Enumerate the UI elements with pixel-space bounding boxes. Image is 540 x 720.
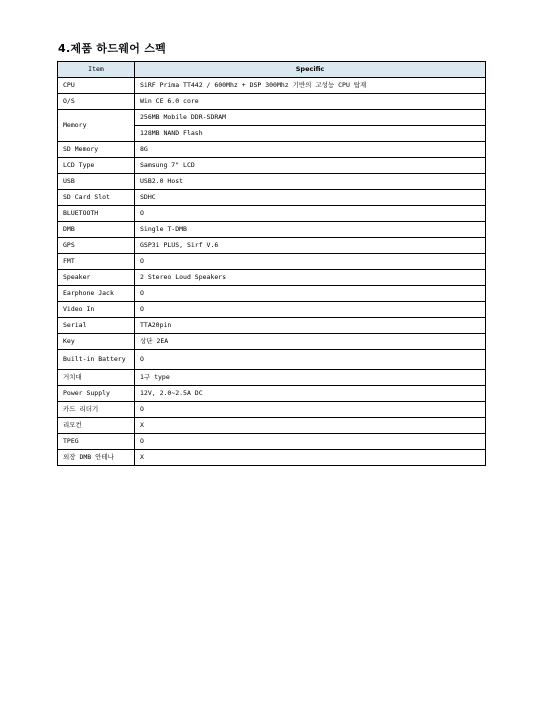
spec-cell: O	[135, 350, 486, 370]
spec-cell: 1구 type	[135, 370, 486, 386]
item-cell: Power Supply	[58, 386, 135, 402]
spec-cell: SiRF Prima TT442 / 600Mhz + DSP 300Mhz 기반의 고성능 CPU 탑재	[135, 78, 486, 94]
item-cell: FMT	[58, 254, 135, 270]
spec-cell: Single T-DMB	[135, 222, 486, 238]
spec-cell: O	[135, 402, 486, 418]
spec-cell: SDHC	[135, 190, 486, 206]
spec-cell: 8G	[135, 142, 486, 158]
spec-cell: USB2.0 Host	[135, 174, 486, 190]
table-row	[58, 434, 486, 450]
spec-cell: O	[135, 206, 486, 222]
item-cell: Serial	[58, 318, 135, 334]
table-row	[58, 222, 486, 238]
table-row	[58, 286, 486, 302]
table-row	[58, 190, 486, 206]
spec-cell: 12V, 2.0~2.5A DC	[135, 386, 486, 402]
spec-cell: Samsung 7" LCD	[135, 158, 486, 174]
table-row	[58, 450, 486, 466]
spec-cell: O	[135, 302, 486, 318]
table-row	[58, 318, 486, 334]
item-cell: USB	[58, 174, 135, 190]
spec-cell: GSP3i PLUS, Sirf V.6	[135, 238, 486, 254]
table-row	[58, 254, 486, 270]
header-item: Item	[58, 62, 135, 78]
table-row	[58, 334, 486, 350]
spec-cell: TTA20pin	[135, 318, 486, 334]
spec-cell: Win CE 6.0 core	[135, 94, 486, 110]
table-row	[58, 174, 486, 190]
item-cell: LCD Type	[58, 158, 135, 174]
table-row	[58, 418, 486, 434]
item-cell: DMB	[58, 222, 135, 238]
table-row	[58, 142, 486, 158]
item-cell: 리모컨	[58, 418, 135, 434]
spec-cell: 256MB Mobile DDR-SDRAM	[135, 110, 486, 126]
item-cell: GPS	[58, 238, 135, 254]
item-cell: Speaker	[58, 270, 135, 286]
header-spec: Specific	[135, 62, 486, 78]
item-cell: 카드 리더기	[58, 402, 135, 418]
spec-cell: 2 Stereo Loud Speakers	[135, 270, 486, 286]
spec-cell: O	[135, 286, 486, 302]
table-row	[58, 110, 486, 126]
table-row	[58, 270, 486, 286]
item-cell: Video In	[58, 302, 135, 318]
spec-cell: X	[135, 450, 486, 466]
table-row	[58, 158, 486, 174]
table-row	[58, 386, 486, 402]
item-cell: CPU	[58, 78, 135, 94]
spec-cell: 128MB NAND Flash	[135, 126, 486, 142]
table-row	[58, 302, 486, 318]
item-cell: Memory	[58, 110, 135, 142]
hardware-spec-table	[57, 61, 486, 466]
item-cell: TPEG	[58, 434, 135, 450]
table-row	[58, 238, 486, 254]
table-header-row	[58, 62, 486, 78]
item-cell: Key	[58, 334, 135, 350]
item-cell: O/S	[58, 94, 135, 110]
table-row	[58, 206, 486, 222]
item-cell: 외장 DMB 안테나	[58, 450, 135, 466]
table-row	[58, 370, 486, 386]
spec-cell: O	[135, 254, 486, 270]
table-row	[58, 94, 486, 110]
item-cell: Earphone Jack	[58, 286, 135, 302]
item-cell: BLUETOOTH	[58, 206, 135, 222]
item-cell: 거치대	[58, 370, 135, 386]
item-cell: SD Card Slot	[58, 190, 135, 206]
section-title: 4.제품 하드웨어 스펙	[58, 42, 167, 55]
item-cell: Built-in Battery	[58, 350, 135, 370]
table-row	[58, 402, 486, 418]
spec-cell: X	[135, 418, 486, 434]
spec-cell: 상단 2EA	[135, 334, 486, 350]
item-cell: SD Memory	[58, 142, 135, 158]
spec-cell: O	[135, 434, 486, 450]
table-row	[58, 350, 486, 370]
table-row	[58, 78, 486, 94]
